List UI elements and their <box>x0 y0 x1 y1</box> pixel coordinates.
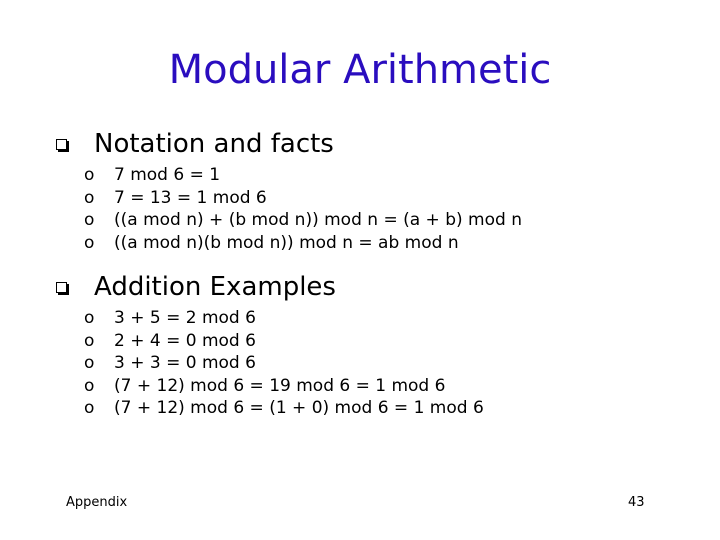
section-notation <box>52 127 522 254</box>
section-heading-row <box>52 270 484 304</box>
list-item <box>52 330 484 353</box>
circle-bullet-icon: o <box>84 375 95 396</box>
circle-bullet-icon: o <box>84 210 95 231</box>
list-item-text: ((a mod n)(b mod n)) mod n = ab mod n <box>114 232 459 253</box>
list-item <box>52 232 522 255</box>
footer-section-label: Appendix <box>66 495 128 510</box>
circle-bullet-icon: o <box>84 308 95 329</box>
list-item <box>52 164 522 187</box>
circle-bullet-icon: o <box>84 187 95 208</box>
square-bullet-icon <box>56 282 67 293</box>
list-item <box>52 307 484 330</box>
list-item-text: 7 mod 6 = 1 <box>114 165 221 186</box>
list-item <box>52 397 484 420</box>
page-number: 43 <box>628 495 645 510</box>
section-heading: Notation and facts <box>94 129 334 159</box>
list-item <box>52 209 522 232</box>
list-item-text: 3 + 3 = 0 mod 6 <box>114 353 256 374</box>
list-item <box>52 187 522 210</box>
section-addition-examples <box>52 270 484 420</box>
square-bullet-icon <box>56 139 67 150</box>
circle-bullet-icon: o <box>84 353 95 374</box>
list-item <box>52 375 484 398</box>
notation-list <box>52 164 522 254</box>
circle-bullet-icon: o <box>84 165 95 186</box>
circle-bullet-icon: o <box>84 330 95 351</box>
slide-title: Modular Arithmetic <box>168 47 552 93</box>
section-heading-row <box>52 127 522 161</box>
list-item-text: 7 = 13 = 1 mod 6 <box>114 187 267 208</box>
list-item-text: 2 + 4 = 0 mod 6 <box>114 330 256 351</box>
list-item-text: 3 + 5 = 2 mod 6 <box>114 308 256 329</box>
circle-bullet-icon: o <box>84 232 95 253</box>
circle-bullet-icon: o <box>84 398 95 419</box>
section-heading: Addition Examples <box>94 272 336 302</box>
list-item-text: (7 + 12) mod 6 = (1 + 0) mod 6 = 1 mod 6 <box>114 398 484 419</box>
list-item-text: ((a mod n) + (b mod n)) mod n = (a + b) mod n <box>114 210 522 231</box>
list-item-text: (7 + 12) mod 6 = 19 mod 6 = 1 mod 6 <box>114 375 446 396</box>
list-item <box>52 352 484 375</box>
examples-list <box>52 307 484 420</box>
